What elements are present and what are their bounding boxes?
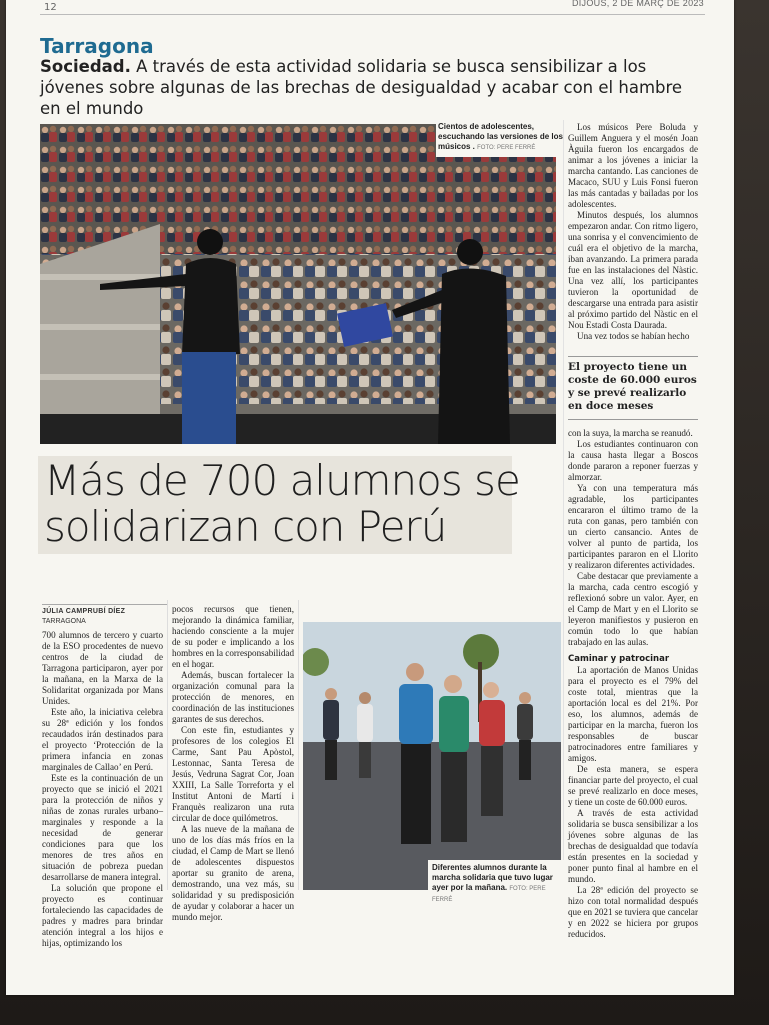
deck-text: A través de esta actividad solidaria se busca sensibilizar a los jóvenes sobre algunas de las brechas de desigualdad y acabar con el hambre en el mundo <box>40 57 683 118</box>
photo-students-walking <box>303 622 561 890</box>
paragraph: Minutos después, los alumnos empezaron andar. Con ritmo ligero, una sonrisa y el convencimiento de cuál era el objetivo de la marcha, iban avanzando. La primera parada fue en las instalaciones del Nàstic. Una vez allí, los participantes tuvieron la oportunidad de descargarse una entrada para asistir al próximo partido del Nàstic en el Nou Estadi Costa Daurada. <box>568 210 698 330</box>
paragraph: La 28ª edición del proyecto se hizo con total normalidad después que en 2021 se tuviera que cancelar y en 2022 se hiciera por grupos reducidos. <box>568 885 698 939</box>
paragraph: A las nueve de la mañana de uno de los días más fríos en la ciudad, el Camp de Mart se llenó de adolescentes dispuestos aportar su granito de arena, demostrando, una vez más, su solidaridad y su predisposición de ayudar y colaborar a hacer un mundo mejor. <box>172 824 294 922</box>
byline-author: JÚLIA CAMPRUBÍ DÍEZ <box>42 608 126 615</box>
subheading: Caminar y patrocinar <box>568 654 670 664</box>
section-rule <box>40 14 705 15</box>
article-column-right-bottom <box>568 428 698 940</box>
walking-photo-illustration <box>303 622 561 890</box>
paragraph: Este es la continuación de un proyecto que se inició el 2021 para la protección de niños y niñas de zonas rurales urbano–marginales y responde a la necesidad de generar condiciones para que los menores de tres años en situación de pobreza puedan desarrollarse de manera integral. <box>42 773 163 882</box>
paragraph: Con este fin, estudiantes y profesores de los colegios El Carme, Sant Pau Apòstol, Lestonnac, Santa Teresa de Jesús, Vedruna Sagrat Cor, Joan XXIII, La Salle Torreforta y el Institut Antoni de Martí i Franquès realizaron una ruta circular de doce quilómetros. <box>172 725 294 823</box>
paragraph: De esta manera, se espera financiar parte del proyecto, el cual se prevé realizarlo en doce meses, y tiene un coste de 60.000 euros. <box>568 764 698 807</box>
caption-two-text: Diferentes alumnos durante la marcha solidaria que tuvo lugar ayer por la mañana. <box>432 863 553 892</box>
photo-caption-main <box>436 120 568 157</box>
paragraph: Cabe destacar que previamente a la marcha, cada centro escogió y reflexionó sobre un valor. Ayer, en el Camp de Mart y en el Llorito se leyeron manifiestos y pusieron en común todo lo que habían trabajado en las aulas. <box>568 571 698 647</box>
paragraph: Además, buscan fortalecer la organización comunal para la protección de menores, en coordinación de las instituciones garantes de sus derechos. <box>172 670 294 724</box>
deck-kicker: Sociedad. <box>40 57 131 76</box>
paragraph: 700 alumnos de tercero y cuarto de la ESO procedentes de nuevo centros de la ciudad de Tarragona participaron, ayer por la mañana, en la Marxa de la Solidaritat organizada por Mans Unides. <box>42 630 163 706</box>
article-column-2 <box>172 604 294 923</box>
paragraph: pocos recursos que tienen, mejorando la dinámica familiar, haciendo consciente a la mujer de su poder e implicando a los hombres en la corresponsabilidad en el hogar. <box>172 604 294 669</box>
photo-crowd-concert <box>40 124 556 444</box>
caption-main-credit: FOTO: PERE FERRÉ <box>477 145 536 151</box>
article-column-1 <box>42 630 163 949</box>
article-deck <box>40 56 690 119</box>
paragraph: Los músicos Pere Boluda y Guillem Anguera y el mosén Joan Àguila fueron los encargados de animar a los jóvenes a iniciar la marcha cantando. Las canciones de Macaco, SUU y Luis Fonsi fueron las más cantadas y bailadas por los adolescentes. <box>568 122 698 209</box>
paragraph: Este año, la iniciativa celebra su 28ª edición y los fondos recaudados irán destinados para el proyecto ‘Protección de la primera infancia en zonas marginales de Callao’ en Perú. <box>42 707 163 772</box>
paragraph: Los estudiantes continuaron con la causa hasta llegar a Boscos donde pararon a reponer fuerzas y almorzar. <box>568 439 698 482</box>
article-headline: Más de 700 alumnos se solidarizan con Perú <box>44 456 520 551</box>
paragraph: con la suya, la marcha se reanudó. <box>568 428 693 438</box>
article-column-right-top <box>568 122 698 342</box>
section-title: Tarragona <box>40 34 154 58</box>
paragraph: La solución que propone el proyecto es continuar fortaleciendo las capacidades de padres y madres para brindar atención integral a los hijos e hijas, optimizando los <box>42 883 163 948</box>
byline <box>42 604 167 627</box>
paragraph: A través de esta actividad solidaria se busca sensibilizar a los jóvenes sobre algunas de las brechas de desigualdad que todavía están presentes en la sociedad y poner punto final al hambre en el mundo. <box>568 808 698 884</box>
caption-main-text: Cientos de adolescentes, escuchando las versiones de los músicos . <box>438 122 563 151</box>
pull-quote: El proyecto tiene un coste de 60.000 euros y se prevé realizarlo en doce meses <box>568 356 698 420</box>
paragraph: La aportación de Manos Unidas para el proyecto es el 79% del coste total, mientras que la aportación local es del 21%. Por eso, los alumnos, además de participar en la marcha, fueron los responsables de buscar patrocinadores entre familiares y amigos. <box>568 665 698 763</box>
column-divider <box>298 600 299 890</box>
page-date: DIJOUS, 2 DE MARÇ DE 2023 <box>571 0 704 8</box>
paragraph: Ya con una temperatura más agradable, los participantes encararon el último tramo de la ruta con ganas, pero también con un cierto cansancio. Antes de volver al punto de partida, los participantes pararon en el Llorito y realizaron diferentes actividades. <box>568 483 698 570</box>
newspaper-page <box>6 0 734 995</box>
photo-caption-two <box>428 860 565 908</box>
crowd-photo-illustration <box>40 124 556 444</box>
column-divider <box>167 600 168 890</box>
paragraph: Una vez todos se habían hecho <box>577 331 690 341</box>
page-number: 12 <box>44 2 57 13</box>
caption-two-credit: FOTO: PERE FERRÉ <box>432 886 546 903</box>
byline-place: TARRAGONA <box>42 618 86 625</box>
